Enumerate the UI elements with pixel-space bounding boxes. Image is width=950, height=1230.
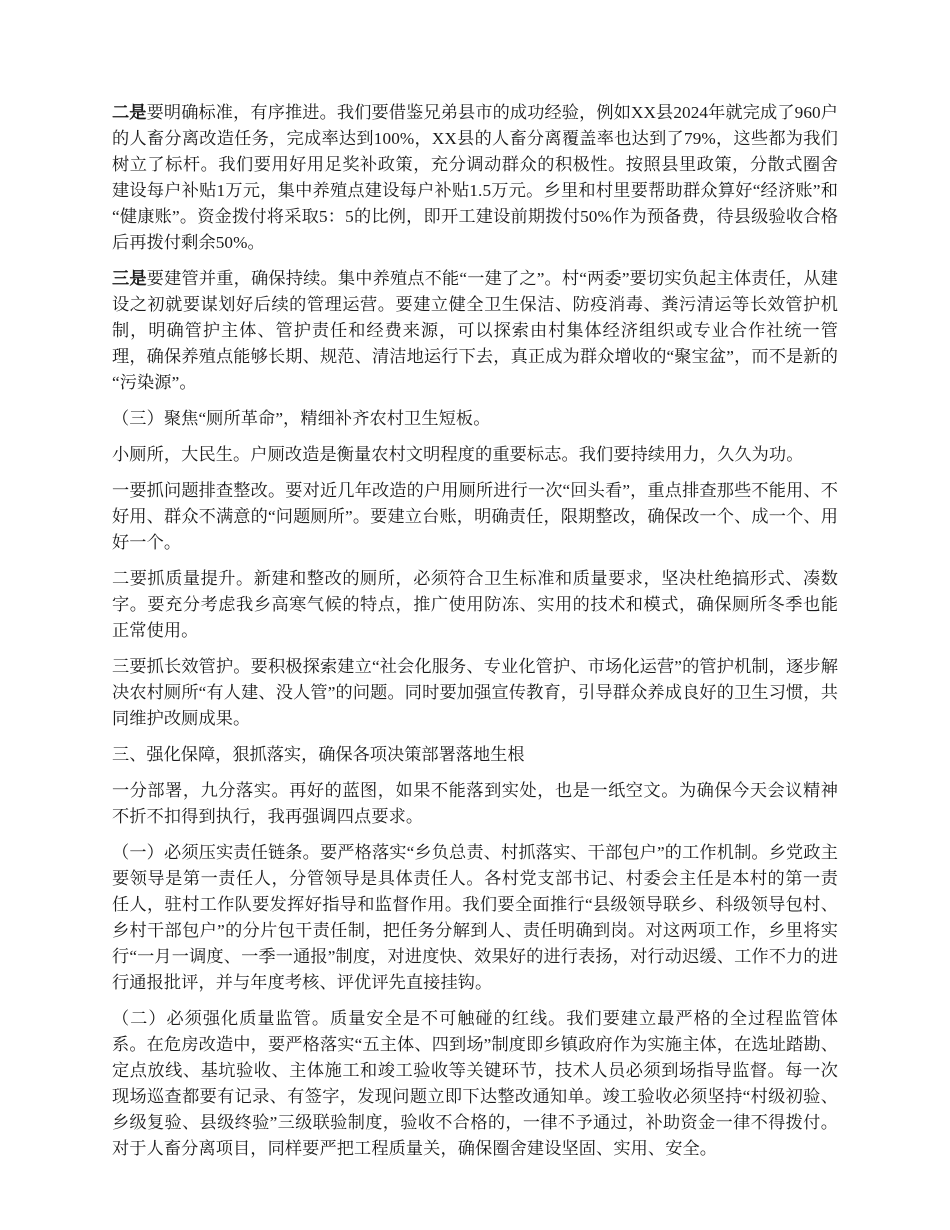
paragraph-lead-label: 二是 xyxy=(112,103,147,122)
section-heading-three: 三、强化保障，狠抓落实，确保各项决策部署落地生根 xyxy=(112,745,525,764)
paragraph-yi-yao: 一要抓问题排查整改。要对近几年改造的户用厕所进行一次“回头看”，重点排查那些不能用、不好用、群众不满意的“问题厕所”。要建立台账，明确责任，限期整改，确保改一个、成一个、用好一个。 xyxy=(112,481,838,552)
paragraph-san-yao: 三要抓长效管护。要积极探索建立“社会化服务、专业化管护、市场化运营”的管护机制，逐步解决农村厕所“有人建、没人管”的问题。同时要加强宣传教育，引导群众养成良好的卫生习惯，共同维护改厕成果。 xyxy=(112,657,838,728)
document-body xyxy=(112,100,838,1162)
paragraph-text: 要建管并重，确保持续。集中养殖点不能“一建了之”。村“两委”要切实负起主体责任，从建设之初就要谋划好后续的管理运营。要建立健全卫生保洁、防疫消毒、粪污清运等长效管护机制，明确管护主体、管护责任和经费来源，可以探索由村集体经济组织或专业合作社统一管理，确保养殖点能够长期、规范、清洁地运行下去，真正成为群众增收的“聚宝盆”，而不是新的“污染源”。 xyxy=(112,269,839,392)
paragraph-sub-one: （一）必须压实责任链条。要严格落实“乡负总责、村抓落实、干部包户”的工作机制。乡党政主要领导是第一责任人，分管领导是具体责任人。各村党支部书记、村委会主任是本村的第一责任人，驻村工作队要发挥好指导和监督作用。我们要全面推行“县级领导联乡、科级领导包村、乡村干部包户”的分片包干责任制，把任务分解到人、责任明确到岗。对这两项工作，乡里将实行“一月一调度、一季一通报”制度，对进度快、效果好的进行表扬，对行动迟缓、工作不力的进行通报批评，并与年度考核、评优评先直接挂钩。 xyxy=(112,843,838,992)
paragraph-small-toilet: 小厕所，大民生。户厕改造是衡量农村文明程度的重要标志。我们要持续用力，久久为功。 xyxy=(112,445,804,464)
paragraph-lead-label: 三是 xyxy=(112,269,147,288)
paragraph-deploy: 一分部署，九分落实。再好的蓝图，如果不能落到实处，也是一纸空文。为确保今天会议精神不折不扣得到执行，我再强调四点要求。 xyxy=(112,781,838,826)
paragraph-er-yao: 二要抓质量提升。新建和整改的厕所，必须符合卫生标准和质量要求，坚决杜绝搞形式、凑数字。要充分考虑我乡高寒气候的特点，推广使用防冻、实用的技术和模式，确保厕所冬季也能正常使用。 xyxy=(112,569,838,640)
paragraph-sub-two: （二）必须强化质量监管。质量安全是不可触碰的红线。我们要建立最严格的全过程监管体系。在危房改造中，要严格落实“五主体、四到场”制度即乡镇政府作为实施主体，在选址踏勘、定点放线、基坑验收、主体施工和竣工验收等关键环节，技术人员必须到场指导监督。每一次现场巡查都要有记录、有签字，发现问题立即下达整改通知单。竣工验收必须坚持“村级初验、乡级复验、县级终验”三级联验制度，验收不合格的，一律不予通过，补助资金一律不得拨付。对于人畜分离项目，同样要严把工程质量关，确保圈舍建设坚固、实用、安全。 xyxy=(112,1009,838,1158)
paragraph-san-shi xyxy=(112,266,838,396)
paragraph-text: 要明确标准，有序推进。我们要借鉴兄弟县市的成功经验，例如XX县2024年就完成了960户的人畜分离改造任务，完成率达到100%，XX县的人畜分离覆盖率也达到了79%，这些都为我们树立了标杆。我们要用好用足奖补政策，充分调动群众的积极性。按照县里政策，分散式圈舍建设每户补贴1万元，集中养殖点建设每户补贴1.5万元。乡里和村里要帮助群众算好“经济账”和“健康账”。资金拨付将采取5：5的比例，即开工建设前期拨付50%作为预备费，待县级验收合格后再拨付剩余50%。 xyxy=(112,103,839,252)
subheading-three: （三）聚焦“厕所革命”，精细补齐农村卫生短板。 xyxy=(112,409,491,428)
paragraph-er-shi xyxy=(112,100,838,256)
